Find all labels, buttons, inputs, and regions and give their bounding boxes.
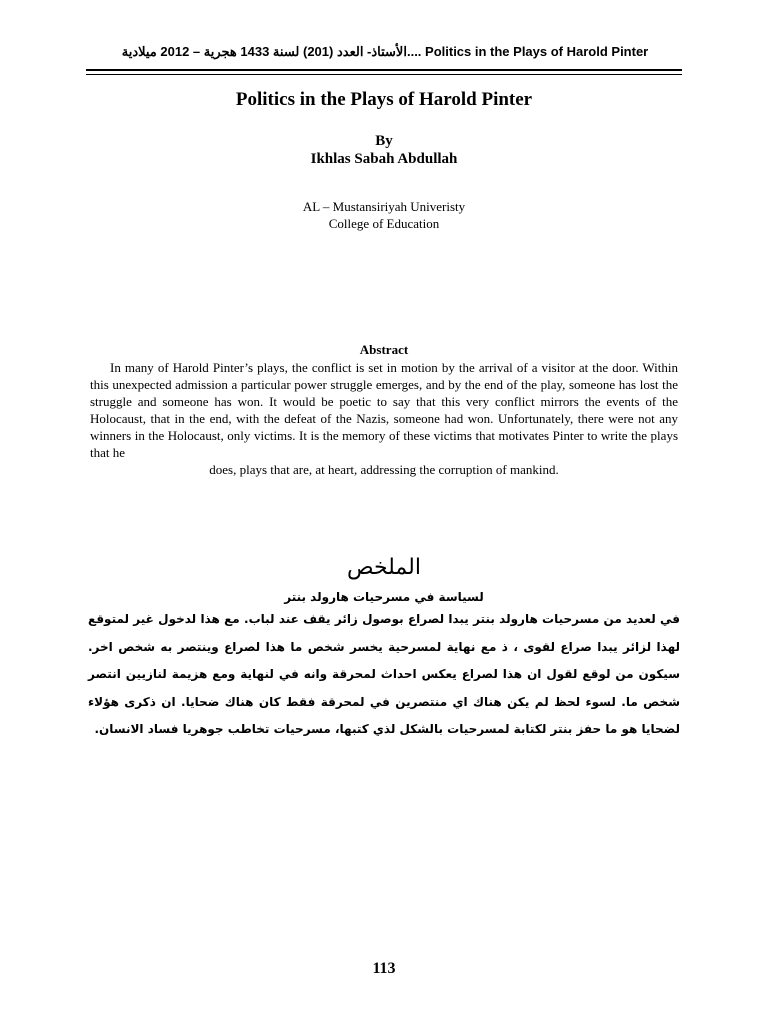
paper-title: Politics in the Plays of Harold Pinter xyxy=(235,89,533,110)
affiliation-university: AL – Mustansiriyah Univeristy xyxy=(302,199,466,214)
byline-by: By xyxy=(375,133,393,149)
header-rule-thin xyxy=(86,74,682,75)
arabic-abstract-heading: الملخص xyxy=(347,555,421,580)
abstract-heading: Abstract xyxy=(359,342,409,357)
arabic-abstract-subtitle: لسياسة في مسرحيات هارولد بنتر xyxy=(284,590,484,604)
running-header: الأستاذ- العدد (201) لسنة 1433 هجرية – 2012 ميلادية.... Politics in the Plays of Harold Pinter xyxy=(121,44,649,59)
arabic-abstract-body: في لعديد من مسرحيات هارولد بنتر يبدا لصراع بوصول زائر يقف عند لباب. مع هذا لدخول غير لمتوقع لهذا لزائر يبدا صراع لقوى ، ذ مع نهاية لمسرحية يخسر شخص ما هذا لصراع وينتصر به شخص اخر. سيكون من لوقع لقول ان هذا لصراع يعكس احداث لمحرقة وانه في لنهاية ومع هزيمة لنازيين انتصر شخص ما. لسوء لحظ لم يكن هناك اي منتصرين في لمحرقة فقط كان هناك ضحايا. ان ذكرى هؤلاء لضحايا هو ما حفز بنتر لكتابة لمسرحيات بالشكل لذي كتبها، مسرحيات تخاطب جوهريا فساد الانسان. xyxy=(88,612,680,736)
abstract-last-line: does, plays that are, at heart, addressing the corruption of mankind. xyxy=(209,462,559,477)
affiliation-college: College of Education xyxy=(328,216,440,231)
author-name: Ikhlas Sabah Abdullah xyxy=(310,151,458,167)
page-number: 113 xyxy=(372,960,396,977)
abstract-body: In many of Harold Pinter’s plays, the conflict is set in motion by the arrival of a visitor at the door. Within this unexpected admission a particular power struggle emerges, and by the end of the play, someone has lost the struggle and someone has won. It would be poetic to say that this very conflict mirrors the events of the Holocaust, that in the end, with the defeat of the Nazis, someone had won. Unfortunately, there were not any winners in the Holocaust, only victims. It is the memory of these victims that motivates Pinter to write the plays that he xyxy=(90,360,678,460)
header-rule-thick xyxy=(86,69,682,71)
